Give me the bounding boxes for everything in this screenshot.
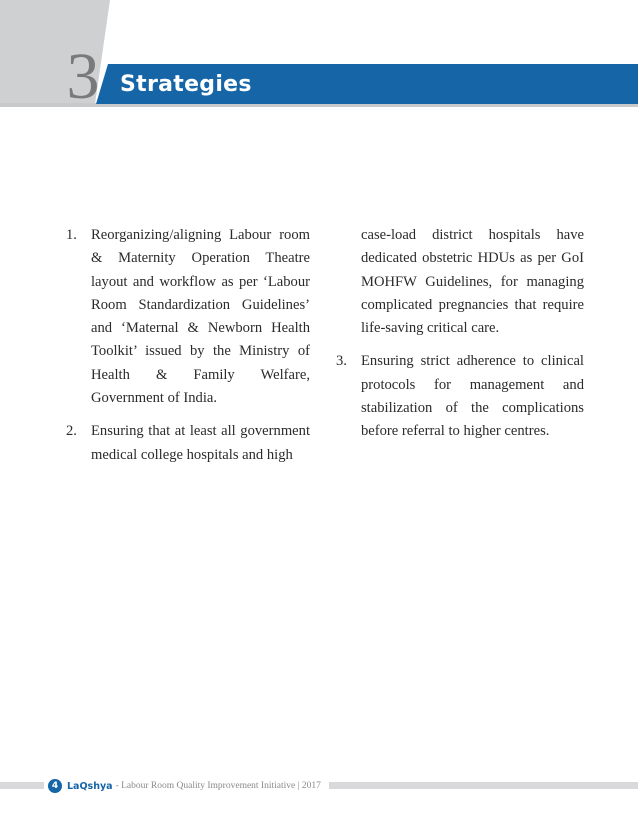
footer: [44, 777, 329, 795]
list-item-text: Ensuring that at least all government medical college hospitals and high: [91, 423, 310, 463]
page-number-badge: 4: [48, 779, 62, 793]
left-column: [66, 224, 310, 477]
list-item: [66, 224, 310, 410]
footer-brand: LaQshya: [67, 780, 113, 792]
chapter-number: 3: [66, 40, 100, 113]
footer-text: - Labour Room Quality Improvement Initiative | 2017: [115, 781, 321, 791]
list-item: [66, 420, 310, 467]
list-item: [336, 350, 584, 443]
list-item-text: Ensuring strict adherence to clinical protocols for management and stabilization of the complications before referral to higher centres.: [361, 353, 584, 440]
list-item-number: 1.: [66, 227, 77, 243]
list-item-continuation: case-load district hospitals have dedicated obstetric HDUs as per GoI MOHFW Guidelines, for managing complicated pregnancies that require life-saving critical care.: [361, 227, 584, 337]
right-column: [336, 224, 584, 454]
chapter-title: Strategies: [120, 72, 252, 97]
list-item-text: Reorganizing/aligning Labour room & Maternity Operation Theatre layout and workflow as per ‘Labour Room Standardization Guidelines’ and ‘Maternal & Newborn Health Toolkit’ issued by the Ministry of Health & Family Welfare, Government of India.: [91, 227, 310, 407]
list-item-number: 2.: [66, 423, 77, 440]
list-item-number: 3.: [336, 353, 347, 370]
